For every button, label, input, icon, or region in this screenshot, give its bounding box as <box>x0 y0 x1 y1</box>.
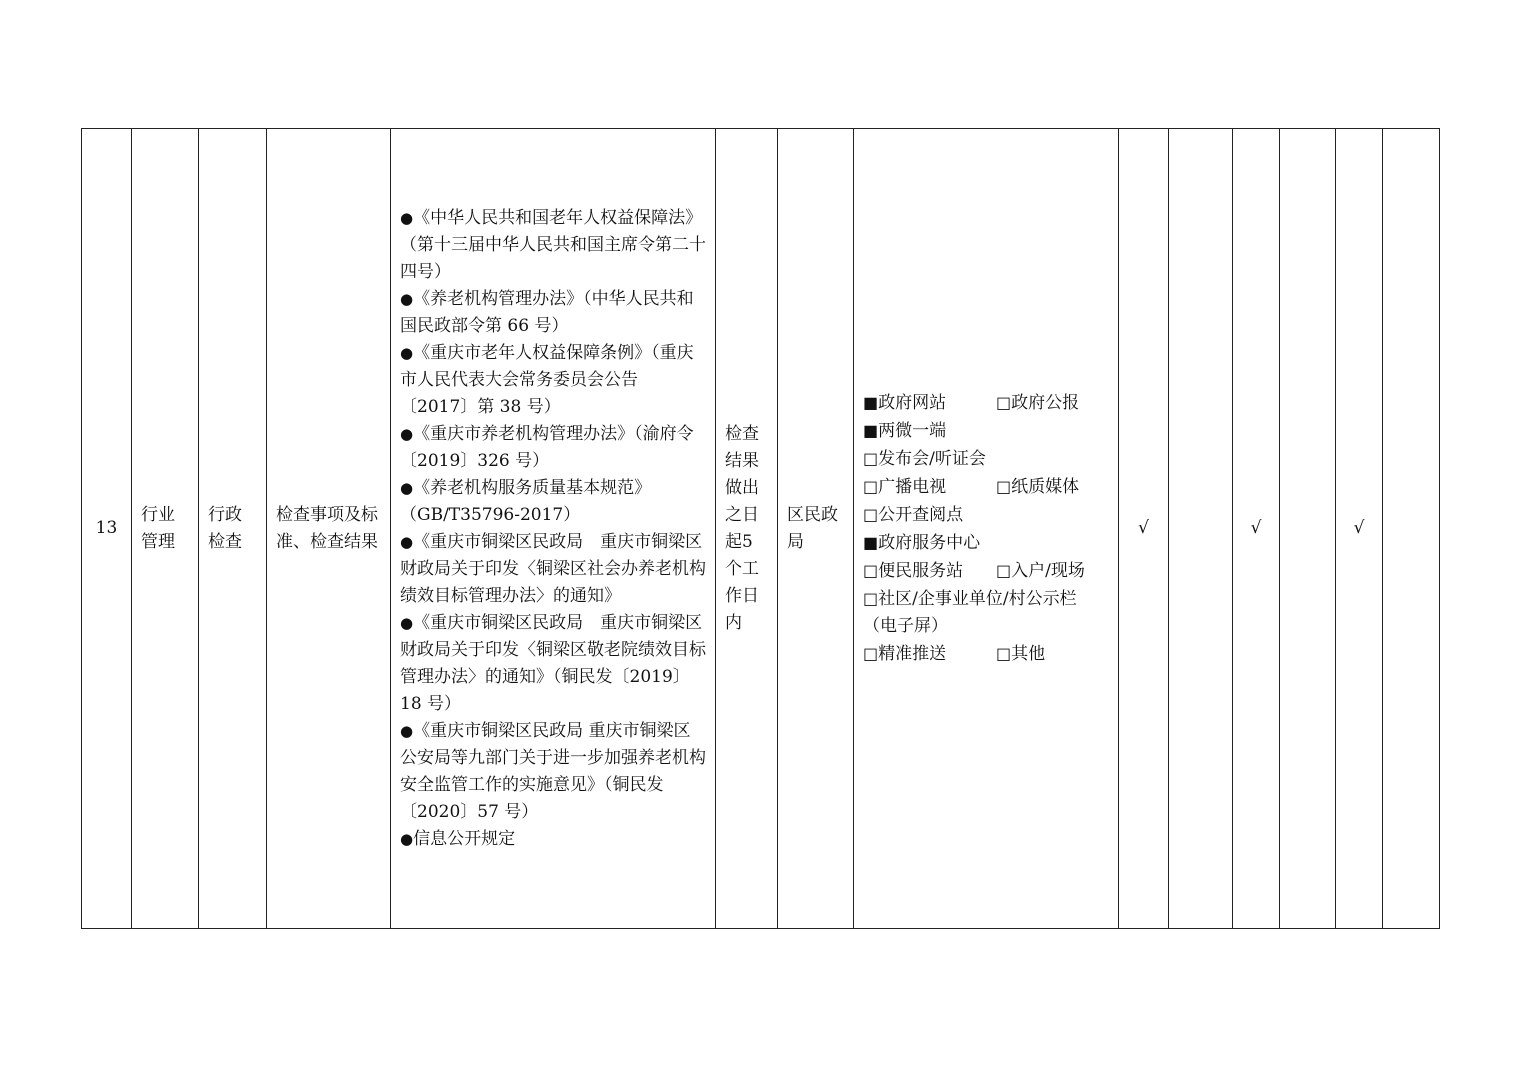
check-mark: √ <box>1353 518 1365 538</box>
basis-item <box>400 826 706 853</box>
checked-box-icon: ■ <box>863 533 879 552</box>
disclosure-table <box>81 128 1440 929</box>
mark-cell-2 <box>1169 129 1233 929</box>
disclosure-subject: 区民政局 <box>787 504 838 552</box>
bullet-icon: ● <box>400 424 414 443</box>
channel-label: 精准推送 <box>878 644 947 664</box>
mark-cell-5 <box>1336 129 1383 929</box>
channel-label: 公开查阅点 <box>878 505 964 525</box>
basis-text: 《重庆市铜梁区民政局 重庆市铜梁区公安局等九部门关于进一步加强养老机构安全监管工作的实施意见》（铜民发〔2020〕57 号） <box>400 720 706 822</box>
channel-label: 便民服务站 <box>878 561 964 581</box>
bullet-icon: ● <box>400 721 414 740</box>
unchecked-box-icon: □ <box>996 393 1012 412</box>
unchecked-box-icon: □ <box>863 561 879 580</box>
channel-label: 政府公报 <box>1011 393 1080 413</box>
basis-text: 《中华人民共和国老年人权益保障法》（第十三届中华人民共和国主席令第二十四号） <box>400 207 706 282</box>
bullet-icon: ● <box>400 289 414 308</box>
channel-row <box>863 640 1109 668</box>
mark-cell-1 <box>1119 129 1169 929</box>
channel-row <box>863 389 1109 417</box>
bullet-icon: ● <box>400 478 414 497</box>
time-limit-cell <box>716 129 778 929</box>
disclosure-content: 检查事项及标准、检查结果 <box>276 504 378 552</box>
channel-row <box>863 501 1109 557</box>
channel-row <box>863 557 1109 585</box>
table-row <box>82 129 1440 929</box>
basis-item <box>400 475 706 529</box>
unchecked-box-icon: □ <box>996 561 1012 580</box>
channel-label: 纸质媒体 <box>1011 477 1080 497</box>
check-mark: √ <box>1138 518 1149 538</box>
channel-label: 入户/现场 <box>1011 561 1085 581</box>
unchecked-box-icon: □ <box>863 589 879 608</box>
time-limit: 检查结果做出之日起5个工作日内 <box>725 423 759 633</box>
channel-option <box>996 640 1045 668</box>
channel-row <box>863 417 1109 473</box>
channel-option <box>863 445 986 473</box>
basis-item <box>400 205 706 286</box>
basis-item <box>400 718 706 826</box>
channel-label: 政府服务中心 <box>878 533 981 553</box>
unchecked-box-icon: □ <box>996 477 1012 496</box>
channel-row <box>863 585 1109 640</box>
bullet-icon: ● <box>400 613 414 632</box>
unchecked-box-icon: □ <box>863 477 879 496</box>
basis-text: 信息公开规定 <box>413 828 516 849</box>
channel-label: 政府网站 <box>878 393 947 413</box>
channel-option <box>996 473 1079 501</box>
mark-cell-4 <box>1280 129 1336 929</box>
basis-item <box>400 421 706 475</box>
channel-option <box>863 529 980 557</box>
basis-cell <box>391 129 716 929</box>
checked-box-icon: ■ <box>863 393 879 412</box>
basis-item <box>400 286 706 340</box>
channel-label: 广播电视 <box>878 477 947 497</box>
channels-cell <box>854 129 1119 929</box>
basis-item <box>400 610 706 718</box>
category-2: 行政检查 <box>208 504 242 552</box>
channel-option <box>863 557 996 585</box>
basis-item <box>400 340 706 421</box>
channel-option <box>863 473 996 501</box>
channel-option <box>863 640 996 668</box>
channel-option <box>996 557 1085 585</box>
mark-cell-6 <box>1383 129 1440 929</box>
channel-row <box>863 473 1109 501</box>
channel-label: 两微一端 <box>878 421 947 441</box>
row-number-cell <box>82 129 132 929</box>
bullet-icon: ● <box>400 829 414 848</box>
unchecked-box-icon: □ <box>863 644 879 663</box>
unchecked-box-icon: □ <box>863 505 879 524</box>
category-2-cell <box>199 129 267 929</box>
unchecked-box-icon: □ <box>863 449 879 468</box>
basis-text: 《养老机构服务质量基本规范》（GB/T35796-2017） <box>400 477 652 525</box>
category-1: 行业管理 <box>141 504 175 552</box>
channel-label: 发布会/听证会 <box>878 449 986 469</box>
basis-list <box>400 205 706 853</box>
basis-text: 《重庆市老年人权益保障条例》（重庆市人民代表大会常务委员会公告〔2017〕第 38 号） <box>400 342 694 417</box>
bullet-icon: ● <box>400 208 414 227</box>
basis-text: 《重庆市铜梁区民政局 重庆市铜梁区财政局关于印发〈铜梁区社会办养老机构绩效目标管理办法〉的通知》 <box>400 531 706 606</box>
category-1-cell <box>132 129 199 929</box>
channel-label: 其他 <box>1011 644 1046 664</box>
channel-list <box>863 389 1109 668</box>
mark-cell-3 <box>1233 129 1280 929</box>
check-mark: √ <box>1250 518 1262 538</box>
basis-text: 《养老机构管理办法》（中华人民共和国民政部令第 66 号） <box>400 288 694 336</box>
bullet-icon: ● <box>400 343 414 362</box>
checked-box-icon: ■ <box>863 421 879 440</box>
unchecked-box-icon: □ <box>996 644 1012 663</box>
channel-option <box>863 585 1109 640</box>
channel-option <box>863 417 996 445</box>
basis-text: 《重庆市铜梁区民政局 重庆市铜梁区财政局关于印发〈铜梁区敬老院绩效目标管理办法〉的通知》（铜民发〔2019〕18 号） <box>400 612 706 714</box>
bullet-icon: ● <box>400 532 414 551</box>
row-number: 13 <box>95 518 118 538</box>
basis-text: 《重庆市养老机构管理办法》（渝府令〔2019〕326 号） <box>400 423 694 471</box>
channel-label: 社区/企事业单位/村公示栏（电子屏） <box>863 589 1077 636</box>
channel-option <box>863 501 996 529</box>
content-cell <box>267 129 391 929</box>
basis-item <box>400 529 706 610</box>
subject-cell <box>778 129 854 929</box>
channel-option <box>863 389 996 417</box>
channel-option <box>996 389 1079 417</box>
